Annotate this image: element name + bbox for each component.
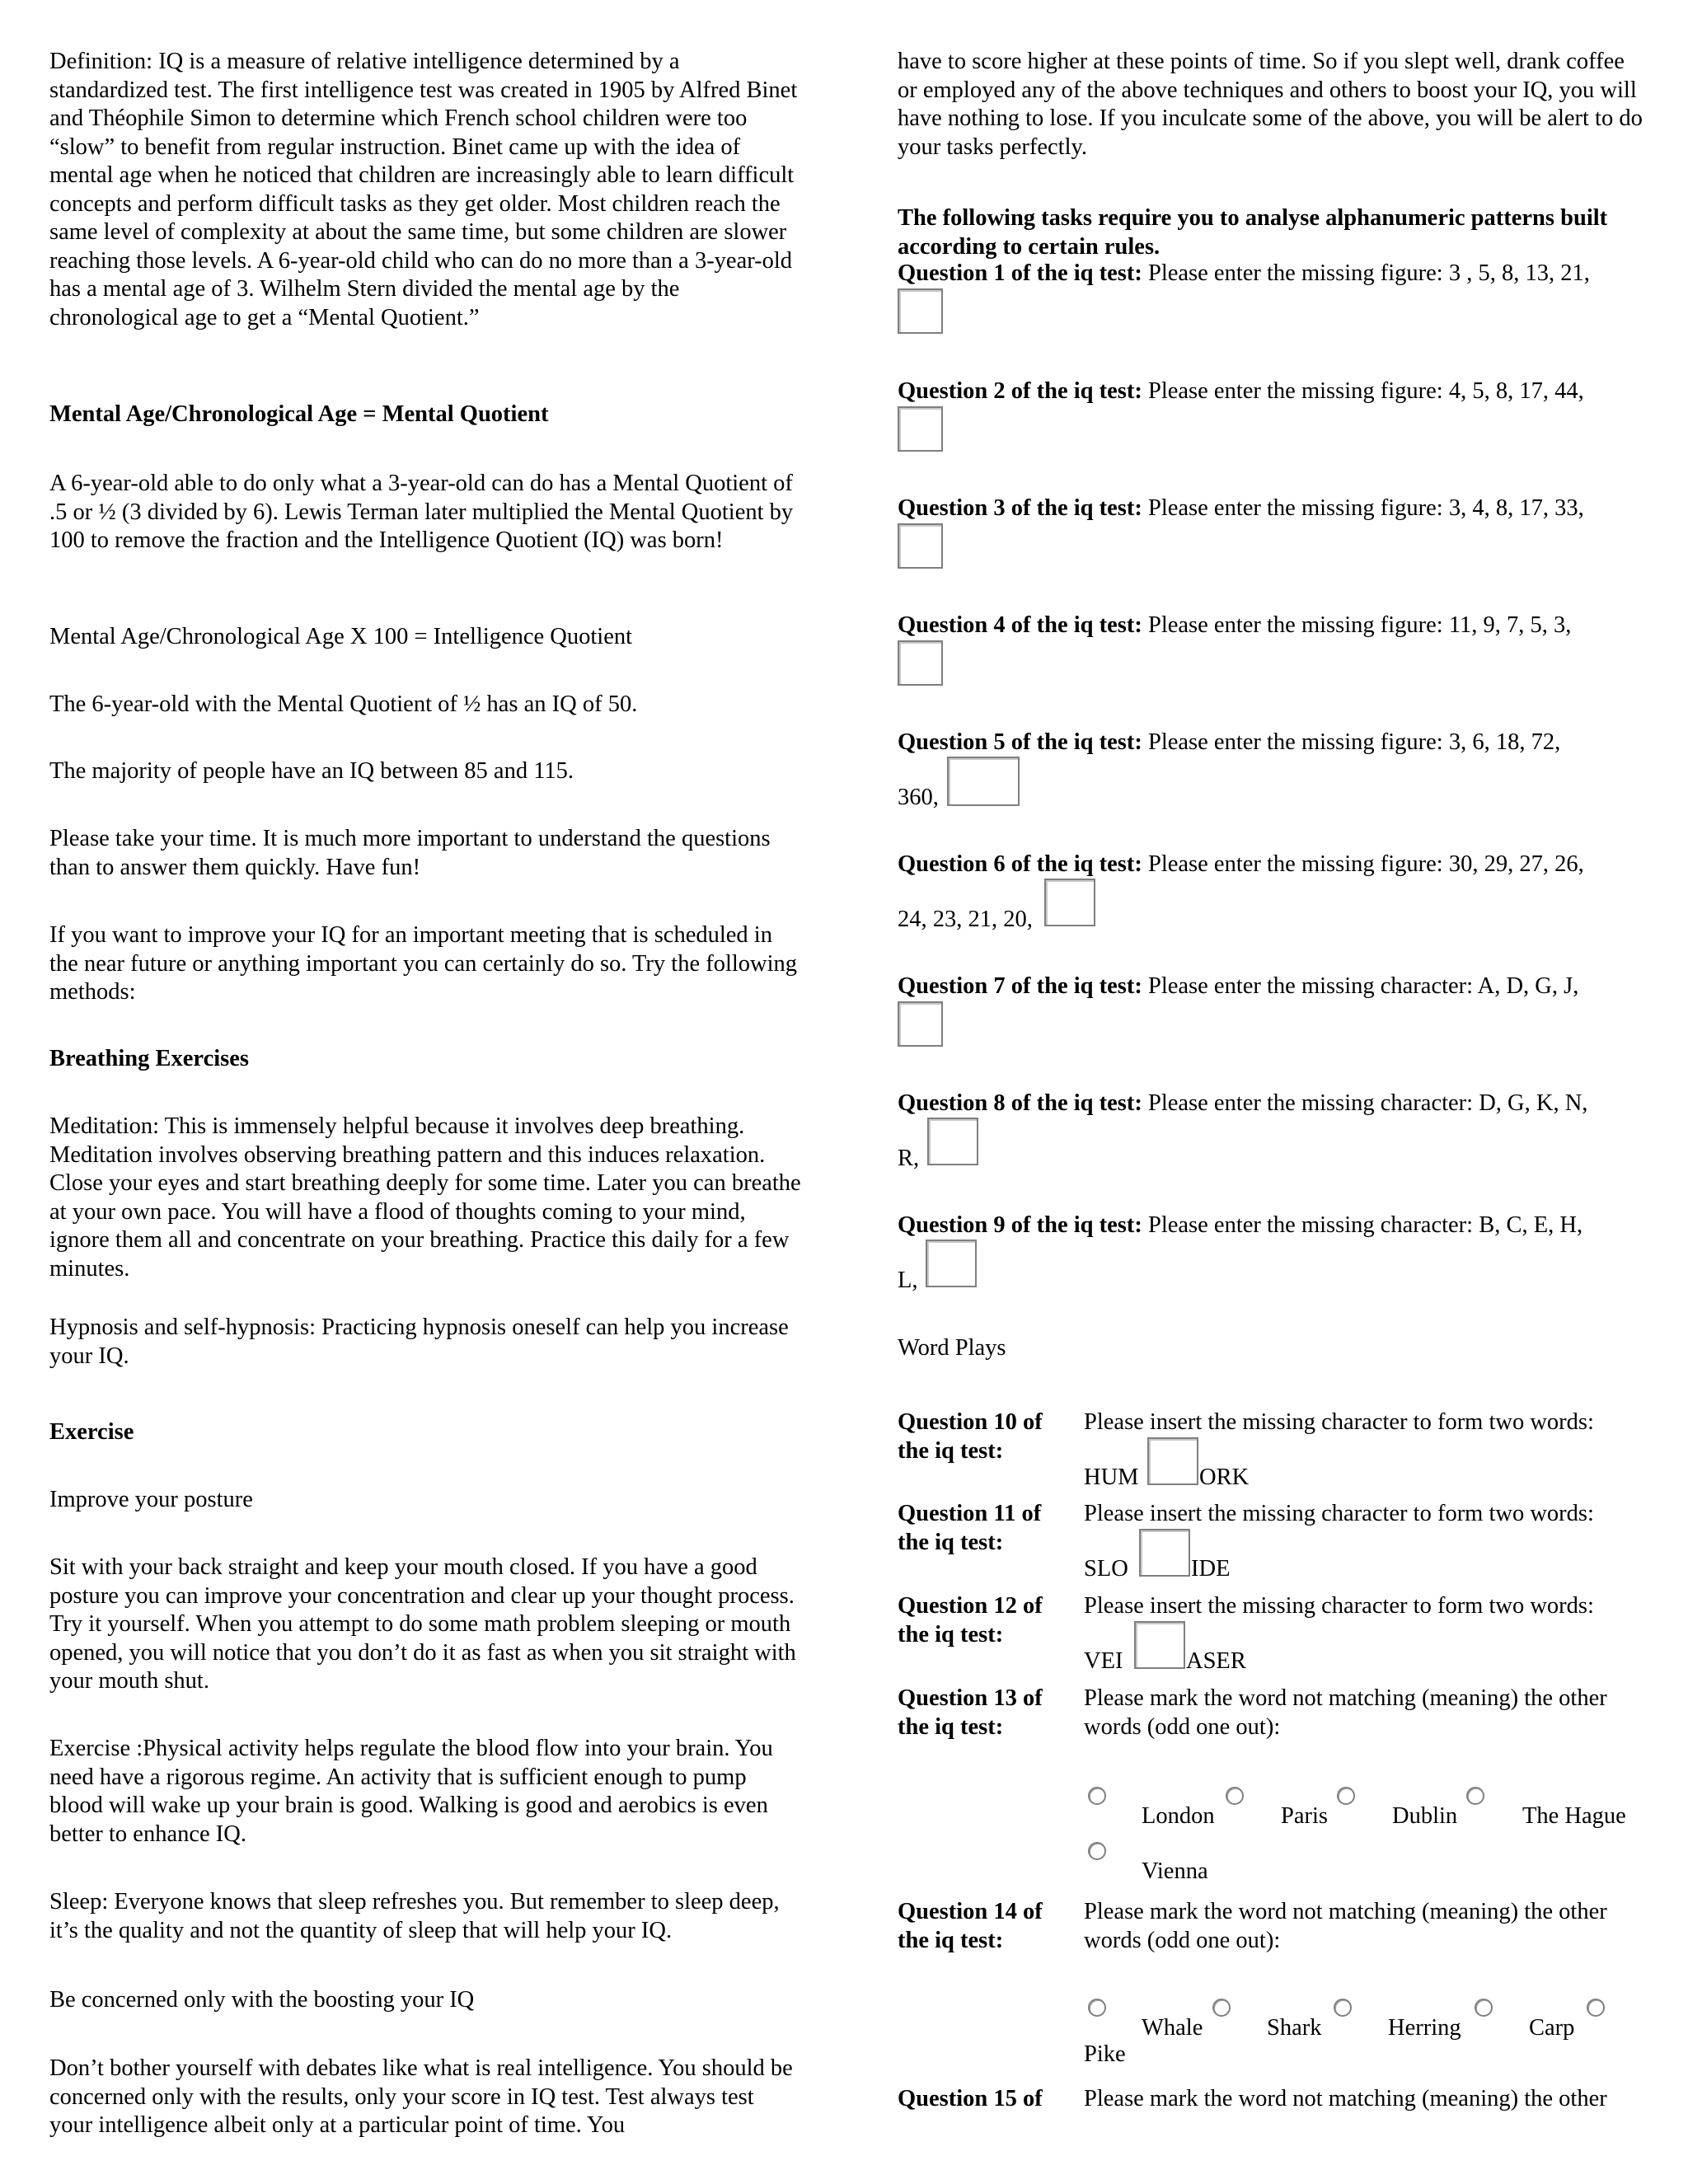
question-6-continuation: 24, 23, 21, 20, — [898, 907, 1033, 932]
question-14-radio-whale[interactable] — [1088, 1999, 1106, 2017]
question-10-text: Please insert the missing character to form two words: — [1084, 1409, 1594, 1435]
formula-mental-quotient: Mental Age/Chronological Age = Mental Quotient — [49, 401, 549, 427]
question-14-option-carp: Carp — [1529, 2015, 1575, 2041]
question-8-label: Question 8 of the iq test: — [898, 1090, 1142, 1116]
formula-iq: Mental Age/Chronological Age X 100 = Intelligence Quotient — [49, 624, 633, 649]
question-5-text: Please enter the missing figure: 3, 6, 18, 72, — [1142, 729, 1561, 755]
iq-50-paragraph: The 6-year-old with the Mental Quotient of ½ has an IQ of 50. — [49, 691, 638, 717]
question-5 — [898, 729, 1664, 757]
question-14-option-whale: Whale — [1142, 2015, 1203, 2041]
debates-paragraph: Don’t bother yourself with debates like what is real intelligence. You should be concerned only with the results, only your score in IQ test. Test always test your intelligence albeit only at a particular point of time. You — [49, 2055, 793, 2138]
question-6-input[interactable] — [1044, 879, 1095, 926]
sleep-paragraph: Sleep: Everyone knows that sleep refreshes you. But remember to sleep deep, it’s the quality and not the quantity of sleep that will help your IQ. — [49, 1889, 780, 1943]
breathing-heading: Breathing Exercises — [49, 1046, 249, 1071]
question-13-option-vienna: Vienna — [1142, 1858, 1208, 1884]
mental-quotient-paragraph: A 6-year-old able to do only what a 3-year-old can do has a Mental Quotient of .5 or ½ (3 divided by 6). Lewis Terman later multiplied the Mental Quotient by 100 to remove the fraction and the Intelligence Quotient (IQ) was born! — [49, 471, 794, 553]
question-9-continuation: L, — [898, 1268, 918, 1293]
word-plays-heading: Word Plays — [898, 1335, 1006, 1361]
question-13-option-paris: Paris — [1281, 1803, 1328, 1829]
question-14-radio-shark[interactable] — [1212, 1999, 1231, 2017]
question-2-text: Please enter the missing figure: 4, 5, 8, 17, 44, — [1142, 378, 1584, 404]
question-14 — [898, 1898, 1656, 2067]
concerned-line: Be concerned only with the boosting your IQ — [49, 1987, 475, 2013]
question-13 — [898, 1685, 1656, 1891]
question-4-text: Please enter the missing figure: 11, 9, 7, 5, 3, — [1142, 612, 1572, 638]
question-7-label: Question 7 of the iq test: — [898, 973, 1142, 999]
question-10-right-word: ORK — [1199, 1465, 1250, 1490]
question-13-text: Please mark the word not matching (meaning) the other words (odd one out): — [1084, 1685, 1607, 1740]
posture-line: Improve your posture — [49, 1487, 253, 1512]
question-13-radio-vienna[interactable] — [1088, 1842, 1106, 1860]
definition-paragraph: Definition: IQ is a measure of relative intelligence determined by a standardized test. The first intelligence test was created in 1905 by Alfred Binet and Théophile Simon to determine which French school children were too “slow” to benefit from regular instruction. Binet came up with the idea of mental age when he noticed that children are increasingly able to learn difficult concepts and perform difficult tasks as they get older. Most children reach the same level of complexity at about the same time, but some children are slower reaching those levels. A 6-year-old child who can do no more than a 3-year-old has a mental age of 3. Wilhelm Stern divided the mental age by the chronological age to get a “Mental Quotient.” — [49, 49, 798, 330]
question-3-text: Please enter the missing figure: 3, 4, 8, 17, 33, — [1142, 495, 1584, 521]
question-7 — [898, 972, 1664, 1001]
question-14-option-shark: Shark — [1267, 2015, 1322, 2041]
question-13-radio-london[interactable] — [1088, 1787, 1106, 1805]
question-4-label: Question 4 of the iq test: — [898, 612, 1142, 638]
question-3-input[interactable] — [898, 523, 943, 569]
question-9-input[interactable] — [926, 1240, 977, 1287]
physical-paragraph: Exercise :Physical activity helps regulate the blood flow into your brain. You need have a rigorous regime. An activity that is sufficient enough to pump blood will wake up your brain is good. Walking is good and aerobics is even better to enhance IQ. — [49, 1736, 773, 1847]
continued-paragraph: have to score higher at these points of time. So if you slept well, drank coffee or employed any of the above techniques and others to boost your IQ, you will have nothing to lose. If you inculcate some of the above, you will be alert to do your tasks perfectly. — [898, 49, 1643, 160]
take-time-paragraph: Please take your time. It is much more important to understand the questions than to answer them quickly. Have fun! — [49, 826, 771, 880]
question-13-option-the-hague: The Hague — [1522, 1803, 1626, 1829]
question-2-label: Question 2 of the iq test: — [898, 378, 1142, 404]
question-3-label: Question 3 of the iq test: — [898, 495, 1142, 521]
question-14-option-herring: Herring — [1388, 2015, 1461, 2041]
question-5-label: Question 5 of the iq test: — [898, 729, 1142, 755]
question-7-input[interactable] — [898, 1001, 943, 1047]
question-6-label: Question 6 of the iq test: — [898, 851, 1142, 877]
question-14-option-pike: Pike — [1084, 2041, 1126, 2067]
question-9-text: Please enter the missing character: B, C, E, H, — [1142, 1212, 1583, 1238]
question-10-label: Question 10 of the iq test: — [898, 1409, 1043, 1464]
question-4 — [898, 612, 1664, 640]
question-7-text: Please enter the missing character: A, D, G, J, — [1142, 973, 1579, 999]
question-1 — [898, 260, 1664, 288]
question-1-label: Question 1 of the iq test: — [898, 260, 1142, 286]
question-13-option-dublin: Dublin — [1392, 1803, 1458, 1829]
improve-paragraph: If you want to improve your IQ for an important meeting that is scheduled in the near future or anything important you can certainly do so. Try the following methods: — [49, 922, 798, 1005]
question-11-input[interactable] — [1139, 1529, 1190, 1577]
question-1-text: Please enter the missing figure: 3 , 5, 8, 13, 21, — [1142, 260, 1590, 286]
question-12-text: Please insert the missing character to form two words: — [1084, 1593, 1594, 1619]
question-13-label: Question 13 of the iq test: — [898, 1685, 1043, 1740]
question-12-label: Question 12 of the iq test: — [898, 1593, 1043, 1647]
question-12 — [898, 1592, 1656, 1683]
question-15-label: Question 15 of — [898, 2086, 1043, 2111]
question-1-input[interactable] — [898, 288, 943, 334]
majority-paragraph: The majority of people have an IQ between 85 and 115. — [49, 758, 574, 784]
question-14-radio-carp[interactable] — [1475, 1999, 1493, 2017]
question-11-left-word: SLO — [1084, 1556, 1128, 1582]
question-10-input[interactable] — [1147, 1437, 1198, 1485]
question-12-right-word: ASER — [1186, 1648, 1246, 1674]
question-14-text: Please mark the word not matching (meaning) the other words (odd one out): — [1084, 1899, 1607, 1953]
hypnosis-paragraph: Hypnosis and self-hypnosis: Practicing hypnosis oneself can help you increase your IQ. — [49, 1315, 789, 1369]
question-11-right-word: IDE — [1191, 1556, 1231, 1582]
question-4-input[interactable] — [898, 640, 943, 686]
question-8 — [898, 1090, 1664, 1118]
question-10 — [898, 1408, 1656, 1499]
question-5-input[interactable] — [947, 757, 1020, 806]
question-2-input[interactable] — [898, 406, 943, 452]
question-14-radio-herring[interactable] — [1334, 1999, 1352, 2017]
question-3 — [898, 494, 1664, 523]
question-15 — [898, 2085, 1656, 2118]
question-8-continuation: R, — [898, 1146, 920, 1171]
question-12-left-word: VEI — [1084, 1648, 1123, 1674]
meditation-paragraph: Meditation: This is immensely helpful because it involves deep breathing. Meditation involves observing breathing pattern and this induces relaxation. Close your eyes and start breathing deeply for some time. Later you can breathe at your own pace. You will have a flood of thoughts coming to your mind, ignore them all and concentrate on your breathing. Practice this daily for a few minutes. — [49, 1113, 801, 1282]
question-15-text: Please mark the word not matching (meaning) the other — [1084, 2086, 1607, 2111]
question-10-left-word: HUM — [1084, 1465, 1139, 1490]
question-13-radio-paris[interactable] — [1226, 1787, 1244, 1805]
question-12-input[interactable] — [1134, 1621, 1185, 1669]
question-11-text: Please insert the missing character to form two words: — [1084, 1501, 1594, 1526]
question-9-label: Question 9 of the iq test: — [898, 1212, 1142, 1238]
question-13-radio-the-hague[interactable] — [1466, 1787, 1484, 1805]
exercise-heading: Exercise — [49, 1419, 134, 1445]
tasks-heading: The following tasks require you to analyse alphanumeric patterns built according to certain rules. — [898, 205, 1608, 260]
sit-paragraph: Sit with your back straight and keep your mouth closed. If you have a good posture you can improve your concentration and clear up your thought process. Try it yourself. When you attempt to do some math problem sleeping or mouth opened, you will notice that you don’t do it as fast as when you sit straight with your mouth shut. — [49, 1554, 796, 1694]
question-9 — [898, 1212, 1664, 1240]
question-13-option-london: London — [1142, 1803, 1215, 1829]
question-8-input[interactable] — [927, 1118, 978, 1165]
question-6-text: Please enter the missing figure: 30, 29, 27, 26, — [1142, 851, 1584, 877]
question-11-label: Question 11 of the iq test: — [898, 1501, 1042, 1555]
question-8-text: Please enter the missing character: D, G, K, N, — [1142, 1090, 1588, 1116]
question-14-label: Question 14 of the iq test: — [898, 1899, 1043, 1953]
question-11 — [898, 1500, 1656, 1591]
question-14-radio-pike[interactable] — [1587, 1999, 1605, 2017]
question-5-continuation: 360, — [898, 785, 939, 810]
question-13-radio-dublin[interactable] — [1337, 1787, 1355, 1805]
question-6 — [898, 851, 1664, 879]
question-2 — [898, 377, 1664, 406]
